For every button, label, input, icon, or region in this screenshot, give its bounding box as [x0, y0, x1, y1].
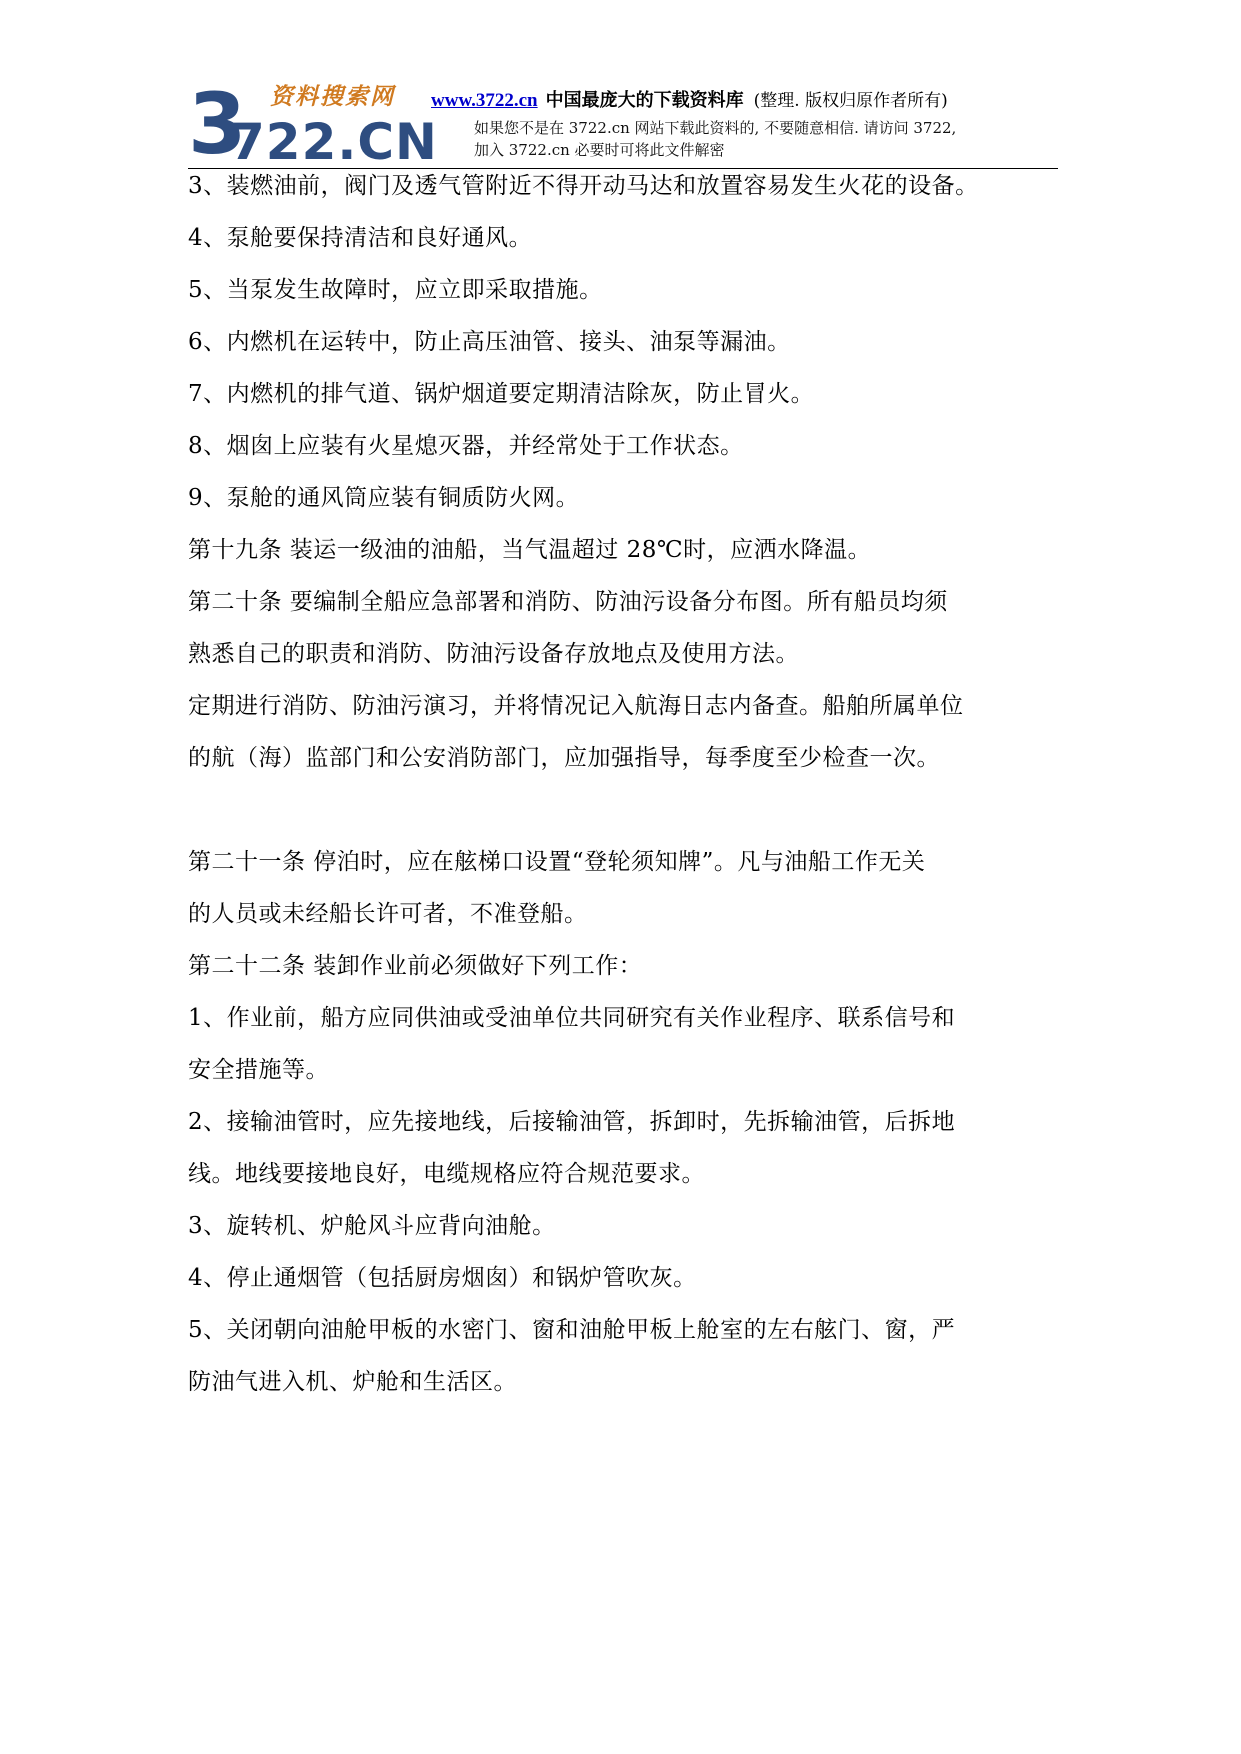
paragraph-line: 第二十一条 停泊时，应在舷梯口设置“登轮须知牌”。凡与油船工作无关	[188, 849, 926, 875]
copyright-note: (整理. 版权归原作者所有)	[753, 91, 948, 111]
paragraph-line: 6、内燃机在运转中，防止高压油管、接头、油泵等漏油。	[188, 329, 791, 355]
site-logo[interactable]	[188, 75, 438, 173]
paragraph-line: 第二十二条 装卸作业前必须做好下列工作：	[188, 953, 643, 979]
paragraph-line: 3、旋转机、炉舱风斗应背向油舱。	[188, 1213, 556, 1239]
paragraph-line: 的航（海）监部门和公安消防部门，应加强指导，每季度至少检查一次。	[188, 745, 940, 771]
paragraph-line: 定期进行消防、防油污演习，并将情况记入航海日志内备查。船舶所属单位	[188, 693, 964, 719]
paragraph-line: 防油气进入机、炉舱和生活区。	[188, 1369, 517, 1395]
page-header	[188, 75, 1058, 173]
site-title: 中国最庞大的下载资料库	[545, 90, 744, 111]
paragraph-line: 5、当泵发生故障时，应立即采取措施。	[188, 277, 603, 303]
paragraph-line: 7、内燃机的排气道、锅炉烟道要定期清洁除灰，防止冒火。	[188, 381, 815, 407]
paragraph-line: 5、关闭朝向油舱甲板的水密门、窗和油舱甲板上舱室的左右舷门、窗，严	[188, 1317, 956, 1343]
paragraph-line: 第二十条 要编制全船应急部署和消防、防油污设备分布图。所有船员均须	[188, 589, 948, 615]
paragraph-line: 9、泵舱的通风筒应装有铜质防火网。	[188, 485, 580, 511]
header-divider	[188, 168, 1058, 169]
paragraph-line: 4、停止通烟管（包括厨房烟囱）和锅炉管吹灰。	[188, 1265, 697, 1291]
logo-tagline: 资料搜索网	[270, 83, 395, 110]
paragraph-line: 安全措施等。	[188, 1057, 329, 1083]
notice-line-2: 加入 3722.cn 必要时可将此文件解密	[474, 141, 725, 159]
paragraph-line: 8、烟囱上应装有火星熄灭器，并经常处于工作状态。	[188, 433, 744, 459]
notice-line-1: 如果您不是在 3722.cn 网站下载此资料的, 不要随意相信. 请访问 3722,	[474, 119, 957, 137]
header-title-line	[431, 88, 948, 113]
site-url-link[interactable]: www.3722.cn	[431, 90, 538, 111]
paragraph-line: 2、接输油管时，应先接地线，后接输油管，拆卸时，先拆输油管，后拆地	[188, 1109, 956, 1135]
paragraph-line: 1、作业前，船方应同供油或受油单位共同研究有关作业程序、联系信号和	[188, 1005, 956, 1031]
paragraph-line: 4、泵舱要保持清洁和良好通风。	[188, 225, 533, 251]
logo-domain: 722.CN	[230, 113, 438, 171]
logo-digit: 3	[188, 75, 245, 173]
paragraph-line: 3、装燃油前，阀门及透气管附近不得开动马达和放置容易发生火花的设备。	[188, 173, 979, 199]
paragraph-line: 线。地线要接地良好，电缆规格应符合规范要求。	[188, 1161, 705, 1187]
paragraph-line: 的人员或未经船长许可者，不准登船。	[188, 901, 588, 927]
paragraph-line: 第十九条 装运一级油的油船，当气温超过 28℃时，应洒水降温。	[188, 537, 872, 563]
paragraph-line: 熟悉自己的职责和消防、防油污设备存放地点及使用方法。	[188, 641, 799, 667]
